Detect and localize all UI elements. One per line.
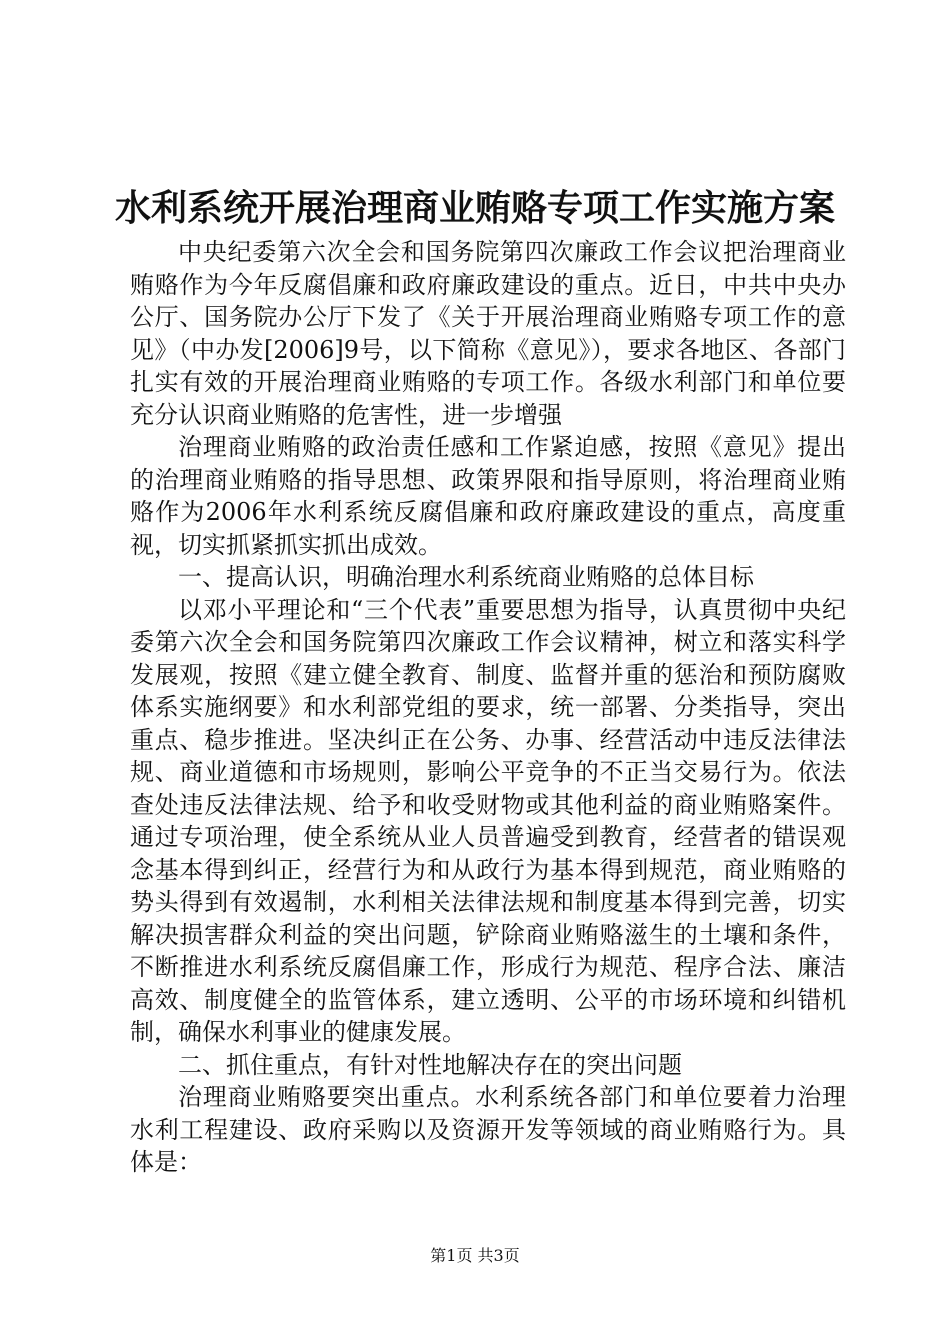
paragraph-intro: 中央纪委第六次全会和国务院第四次廉政工作会议把治理商业贿赂作为今年反腐倡廉和政府廉政建设的重点。近日，中共中央办公厅、国务院办公厅下发了《关于开展治理商业贿赂专项工作的意见》（中办发[2006]9号，以下简称《意见》），要求各地区、各部门扎实有效的开展治理商业贿赂的专项工作。各级水利部门和单位要充分认识商业贿赂的危害性，进一步增强: [130, 238, 846, 429]
paragraph-focus: 治理商业贿赂要突出重点。水利系统各部门和单位要着力治理水利工程建设、政府采购以及资源开发等领域的商业贿赂行为。具体是：: [130, 1083, 846, 1176]
document-title: 水利系统开展治理商业贿赂专项工作实施方案: [114, 187, 835, 229]
section-heading-1: 一、提高认识，明确治理水利系统商业贿赂的总体目标: [178, 563, 754, 591]
section-heading-2: 二、抓住重点，有针对性地解决存在的突出问题: [178, 1050, 682, 1079]
document-body: [130, 236, 846, 1179]
page-number-footer: 第1页 共3页: [430, 1246, 520, 1265]
paragraph-goals: 以邓小平理论和“三个代表”重要思想为指导，认真贯彻中央纪委第六次全会和国务院第四次廉政工作会议精神，树立和落实科学发展观，按照《建立健全教育、制度、监督并重的惩治和预防腐败体系实施纲要》和水利部党组的要求，统一部署、分类指导，突出重点、稳步推进。坚决纠正在公务、办事、经营活动中违反法律法规、商业道德和市场规则，影响公平竞争的不正当交易行为。依法查处违反法律法规、给予和收受财物或其他利益的商业贿赂案件。通过专项治理，使全系统从业人员普遍受到教育，经营者的错误观念基本得到纠正，经营行为和从政行为基本得到规范，商业贿赂的势头得到有效遏制，水利相关法律法规和制度基本得到完善，切实解决损害群众利益的突出问题，铲除商业贿赂滋生的土壤和条件，不断推进水利系统反腐倡廉工作，形成行为规范、程序合法、廉洁高效、制度健全的监管体系，建立透明、公平的市场环境和纠错机制，确保水利事业的健康发展。: [130, 595, 846, 1046]
paragraph-continuation: 治理商业贿赂的政治责任感和工作紧迫感，按照《意见》提出的治理商业贿赂的指导思想、政策界限和指导原则，将治理商业贿赂作为2006年水利系统反腐倡廉和政府廉政建设的重点，高度重视，切实抓紧抓实抓出成效。: [130, 433, 846, 559]
